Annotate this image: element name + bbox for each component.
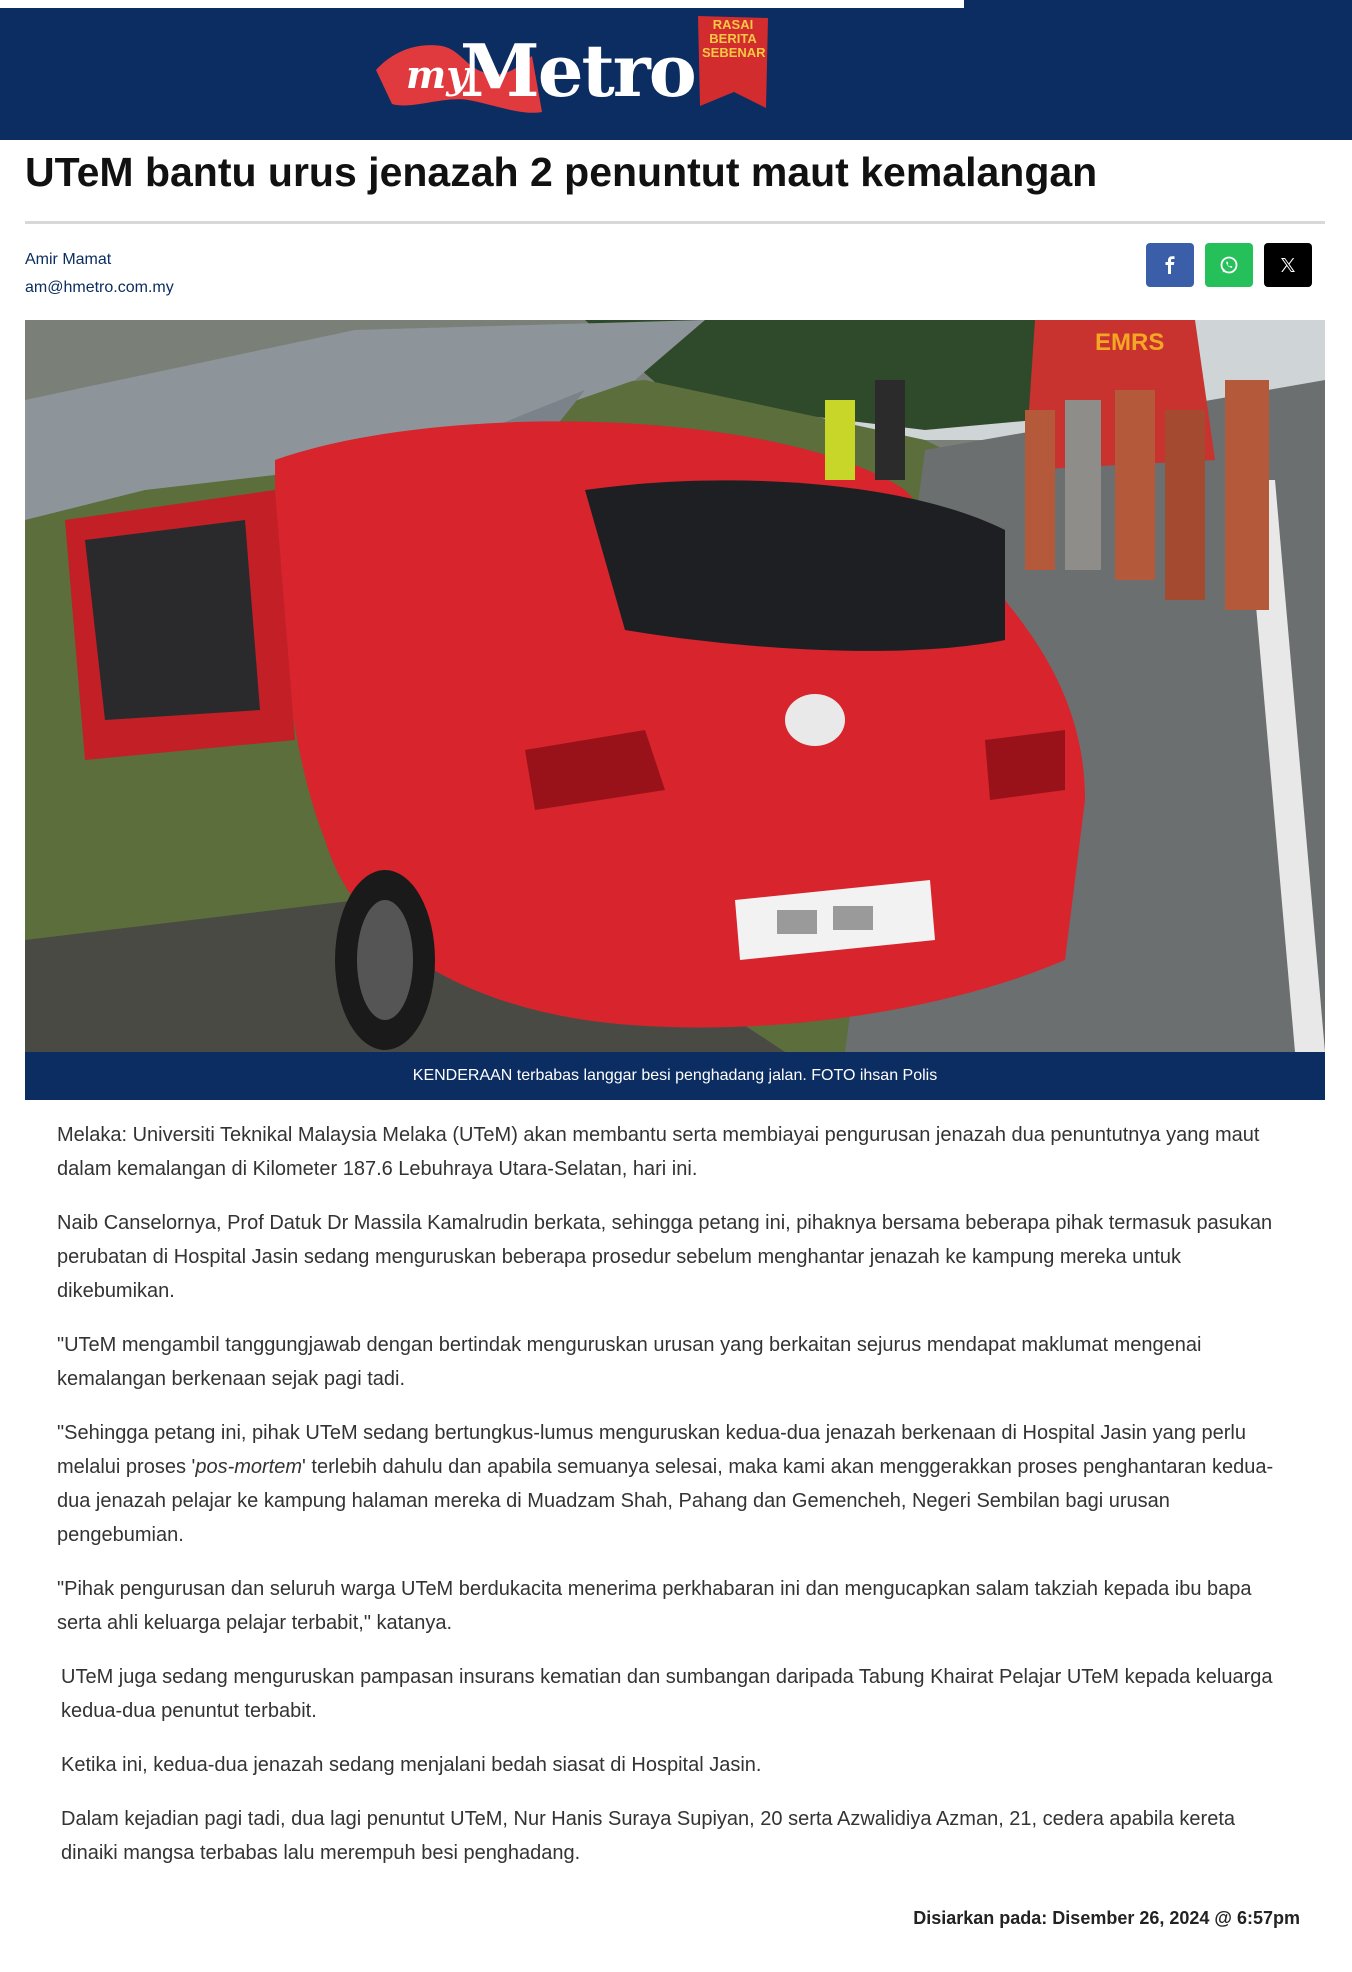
published-date: Disiarkan pada: Disember 26, 2024 @ 6:57pm — [913, 1908, 1300, 1928]
whatsapp-icon — [1219, 255, 1239, 275]
logo-metro-text: Metro — [460, 28, 695, 113]
share-facebook-button[interactable] — [1146, 243, 1194, 287]
mymetro-logo[interactable] — [372, 12, 784, 120]
paragraph-8: Dalam kejadian pagi tadi, dua lagi penuntut UTeM, Nur Hanis Suraya Supiyan, 20 serta Azwalidiya Azman, 21, cedera apabila kereta dinaiki mangsa terbabas lalu merempuh besi penghadang. — [61, 1808, 1236, 1864]
author-email[interactable]: am@hmetro.com.my — [25, 279, 174, 296]
paragraph-4-part-1: "Sehingga petang ini, pihak UTeM sedang bertungkus-lumus menguruskan kedua-dua jenazah berkenaan di Hospital Jasin yang perlu melalui proses ' — [57, 1422, 1246, 1478]
x-icon — [1280, 257, 1296, 273]
author-block — [25, 246, 174, 302]
headline-divider — [25, 221, 1325, 224]
paragraph-5: "Pihak pengurusan dan seluruh warga UTeM berdukacita menerima perkhabaran ini dan mengucapkan salam takziah kepada ibu bapa serta ahli keluarga pelajar terbabit," katanya. — [57, 1578, 1252, 1634]
paragraph-6: UTeM juga sedang menguruskan pampasan insurans kematian dan sumbangan daripada Tabung Khairat Pelajar UTeM kepada keluarga kedua-dua penuntut terbabit. — [61, 1666, 1273, 1722]
paragraph-2: Naib Canselornya, Prof Datuk Dr Massila Kamalrudin berkata, sehingga petang ini, pihaknya bersama beberapa pihak termasuk pasukan perubatan di Hospital Jasin sedang menguruskan beberapa prosedur sebelum menghantar jenazah ke kampung mereka untuk dikebumikan. — [57, 1212, 1273, 1302]
share-x-button[interactable] — [1264, 243, 1312, 287]
paragraph-1: Melaka: Universiti Teknikal Malaysia Melaka (UTeM) akan membantu serta membiayai pengurusan jenazah dua penuntutnya yang maut dalam kemalangan di Kilometer 187.6 Lebuhraya Utara-Selatan, hari ini. — [57, 1124, 1260, 1180]
masthead-top-line — [0, 0, 964, 8]
crash-scene-illustration — [25, 320, 1325, 1052]
masthead — [0, 0, 1352, 140]
paragraph-4 — [57, 1416, 1297, 1552]
share-whatsapp-button[interactable] — [1205, 243, 1253, 287]
article-photo[interactable] — [25, 320, 1325, 1052]
paragraph-4-part-2: ' terlebih dahulu dan apabila semuanya selesai, maka kami akan menggerakkan proses penghantaran kedua-dua jenazah pelajar ke kampung halaman mereka di Muadzam Shah, Pahang dan Gemencheh, Negeri Sembilan bagi urusan pengebumian. — [57, 1456, 1274, 1546]
stamp-line-3: SEBENAR — [702, 45, 766, 60]
photo-caption: KENDERAAN terbabas langgar besi penghadang jalan. FOTO ihsan Polis — [25, 1052, 1325, 1100]
stamp-text — [702, 18, 764, 60]
article-body — [57, 1118, 1297, 1890]
facebook-icon — [1163, 256, 1177, 274]
paragraph-4-italic: pos-mortem — [195, 1456, 303, 1478]
emrs-sign-text: EMRS — [1095, 329, 1165, 356]
article-headline: UTeM bantu urus jenazah 2 penuntut maut kemalangan — [25, 149, 1098, 195]
stamp-line-1: RASAI — [712, 17, 754, 32]
logo-my-text: my — [406, 52, 469, 97]
author-name[interactable]: Amir Mamat — [25, 251, 112, 268]
paragraph-3: "UTeM mengambil tanggungjawab dengan bertindak menguruskan urusan yang berkaitan sejurus mendapat maklumat mengenai kemalangan berkenaan sejak pagi tadi. — [57, 1334, 1202, 1390]
stamp-line-2: BERITA — [709, 31, 757, 46]
paragraph-7: Ketika ini, kedua-dua jenazah sedang menjalani bedah siasat di Hospital Jasin. — [61, 1754, 762, 1776]
